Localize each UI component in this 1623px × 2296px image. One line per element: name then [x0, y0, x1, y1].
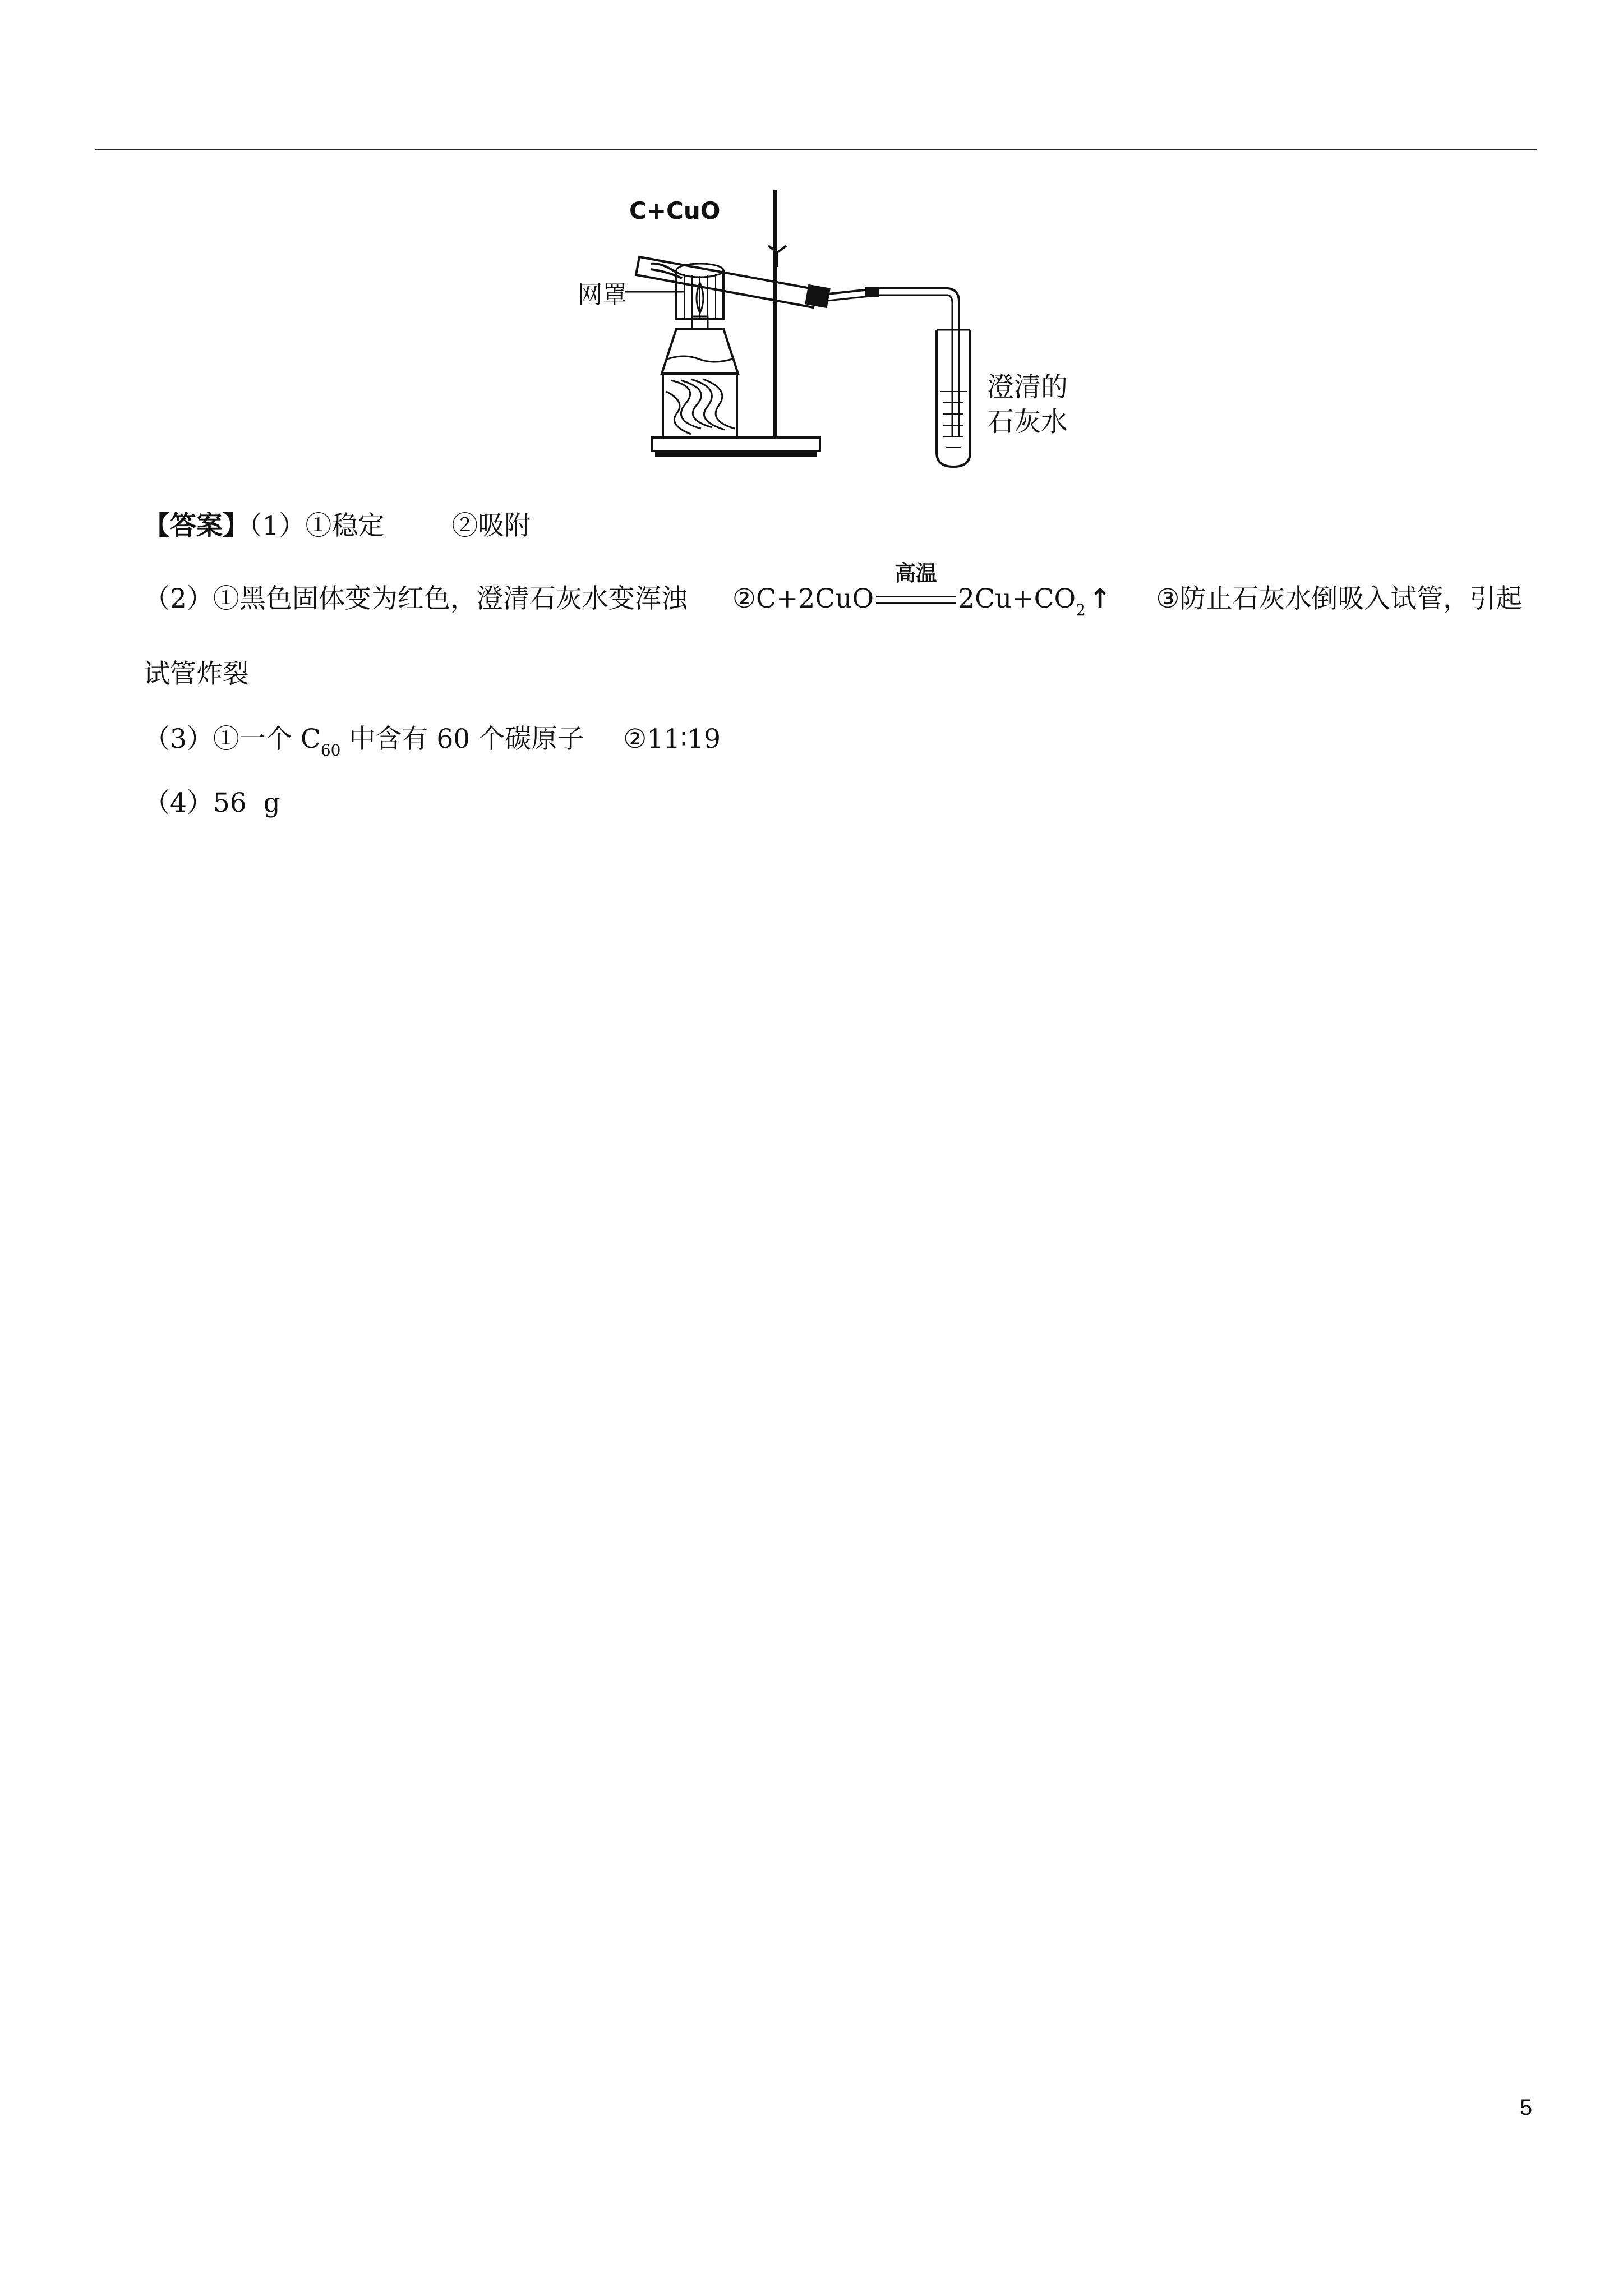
alcohol-lamp: [662, 329, 738, 374]
label-limewater-2: 石灰水: [987, 406, 1068, 438]
q1-number: （1）: [249, 510, 306, 541]
q3-number: （3）: [144, 724, 213, 754]
q2-answer-a: ①黑色固体变为红色，澄清石灰水变浑浊: [213, 583, 688, 614]
q2-answer-c: ③防止石灰水倒吸入试管，引起: [1156, 583, 1523, 614]
answer-line-3: [144, 723, 721, 760]
c60-subscript: 60: [320, 741, 341, 760]
q3-answer-a-post: 中含有 60 个碳原子: [340, 724, 584, 754]
limewater-test-tube: [937, 330, 970, 467]
header-rule: [95, 149, 1537, 150]
q1-answer-a: ①稳定: [305, 510, 385, 541]
clamp: [768, 246, 786, 267]
answer-label: 【答案】: [144, 510, 249, 541]
condition-label: 高温: [895, 561, 938, 586]
answer-line-1: [144, 509, 531, 543]
q4-number: （4）: [144, 788, 213, 818]
apparatus-diagram: [566, 178, 1116, 471]
answer-line-4: [144, 786, 280, 820]
q1-answer-b: ②吸附: [451, 510, 531, 541]
stand-base: [652, 438, 820, 451]
label-gauze: 网罩: [578, 280, 627, 309]
q2-answer-c-cont: 试管炸裂: [144, 659, 249, 689]
q2-number: （2）: [144, 583, 213, 614]
reaction-condition: [874, 561, 958, 616]
q2-answer-b-left: ②C+2CuO: [732, 583, 874, 614]
answer-line-2b: [144, 657, 249, 691]
label-limewater-1: 澄清的: [987, 371, 1068, 403]
label-reactants: C+CuO: [629, 197, 721, 224]
page-number: 5: [1520, 2095, 1533, 2120]
delivery-tube: [828, 288, 959, 436]
q2-answer-b-right: 2Cu+CO: [958, 583, 1076, 614]
q3-answer-a-pre: ①一个 C: [213, 724, 321, 754]
q4-answer: 56 g: [213, 788, 280, 818]
gas-arrow: ↑: [1089, 583, 1112, 614]
answer-line-2: [144, 561, 1523, 619]
co2-subscript: 2: [1076, 601, 1086, 619]
q3-answer-b: ②11∶19: [623, 724, 721, 754]
